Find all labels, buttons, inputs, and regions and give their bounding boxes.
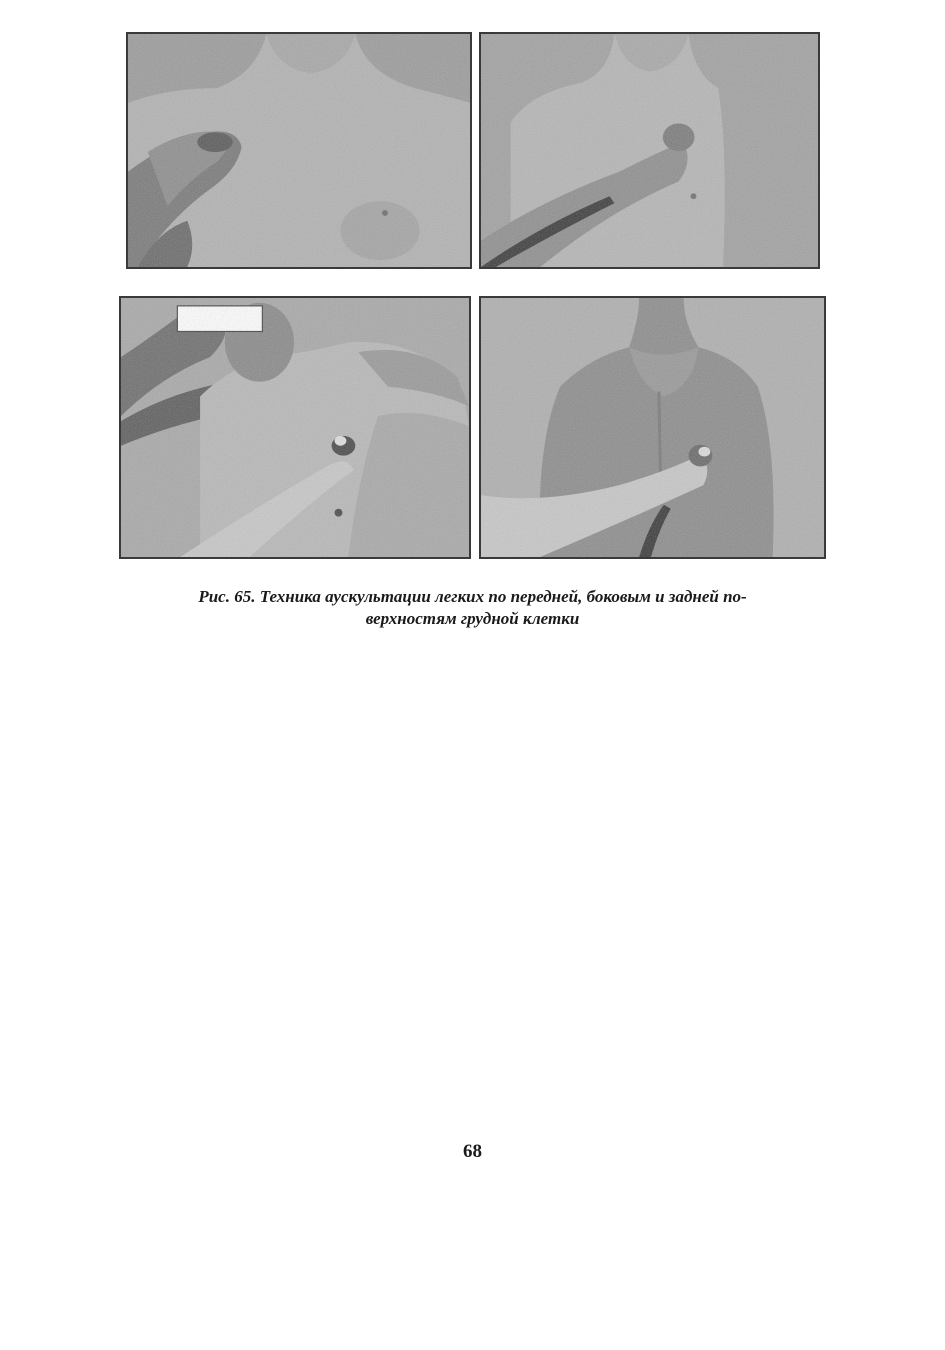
photo-anterior-side-image — [481, 34, 818, 267]
auscultation-photo-posterior — [479, 296, 826, 559]
auscultation-photo-anterior-side — [479, 32, 820, 269]
figure-caption-line-1: Рис. 65. Техника аускультации легких по передней, боковым и задней по- — [198, 587, 747, 606]
page-number: 68 — [463, 1141, 482, 1162]
photo-anterior-upper-image — [128, 34, 470, 267]
figure-caption — [110, 586, 835, 630]
auscultation-photo-lateral — [119, 296, 471, 559]
auscultation-photo-anterior-upper — [126, 32, 472, 269]
photo-lateral-image — [121, 298, 469, 557]
photo-posterior-image — [481, 298, 824, 557]
figure-caption-line-2: верхностям грудной клетки — [365, 609, 580, 628]
